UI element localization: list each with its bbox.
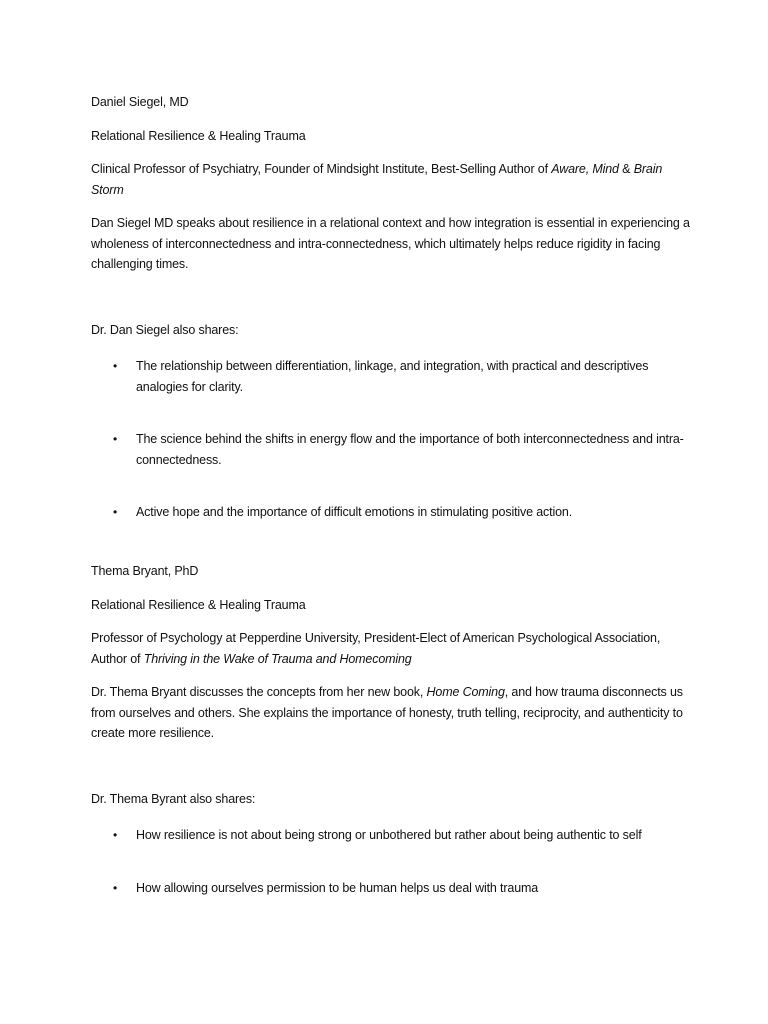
bullet-icon: • xyxy=(113,432,118,446)
bullet-icon: • xyxy=(113,359,118,373)
talk-topic: Relational Resilience & Healing Trauma xyxy=(91,128,306,143)
speaker-name: Thema Bryant, PhD xyxy=(91,564,199,578)
talk-topic: Relational Resilience & Healing Trauma xyxy=(91,597,306,612)
credentials-text: Professor of Psychology at Pepperdine University, President-Elect of American Psychological Association, Author of xyxy=(91,631,661,666)
bullet-icon: • xyxy=(113,880,118,895)
also-shares-heading: Dr. Dan Siegel also shares: xyxy=(91,322,239,337)
speaker-credentials xyxy=(91,628,691,669)
shares-list xyxy=(91,356,691,523)
list-item-text: How allowing ourselves permission to be human helps us deal with trauma xyxy=(136,880,539,895)
speaker-credentials xyxy=(91,159,691,200)
list-item-text: The relationship between differentiation, linkage, and integration, with practical and descriptives analogies for clarity. xyxy=(136,359,649,394)
bullet-icon: • xyxy=(113,505,118,519)
list-item-text: The science behind the shifts in energy flow and the importance of both interconnectedness and intra-connectedness. xyxy=(136,432,684,467)
list-item xyxy=(91,356,692,397)
list-item-text: Active hope and the importance of difficult emotions in stimulating positive action. xyxy=(136,505,573,519)
speaker-section-siegel xyxy=(91,92,691,555)
speaker-name: Daniel Siegel, MD xyxy=(91,95,189,109)
bullet-icon: • xyxy=(113,828,118,842)
shares-list xyxy=(91,825,691,898)
credentials-text: Clinical Professor of Psychiatry, Founder of Mindsight Institute, Best-Selling Author of xyxy=(91,162,552,176)
talk-description xyxy=(91,682,691,744)
also-shares-heading: Dr. Thema Byrant also shares: xyxy=(91,791,256,806)
list-item-text: How resilience is not about being strong or unbothered but rather about being authentic to self xyxy=(136,828,642,842)
book-title: Aware, Mind xyxy=(551,162,619,176)
list-item xyxy=(91,825,692,846)
list-item xyxy=(91,429,692,470)
credentials-connector: & xyxy=(618,162,634,176)
list-item xyxy=(91,502,692,523)
description-text: , and how trauma disconnects us from ourselves and others. She explains the importance of honesty, truth telling, reciprocity, and authenticity to create more resilience. xyxy=(91,685,683,740)
book-title: Home Coming xyxy=(426,685,505,699)
talk-description: Dan Siegel MD speaks about resilience in a relational context and how integration is essential in experiencing a wholeness of interconnectedness and intra-connectedness, which ultimately helps reduce rigidity in facing challenging times. xyxy=(91,216,690,271)
speaker-section-bryant xyxy=(91,561,691,930)
book-title: Brain Storm xyxy=(91,162,663,197)
list-item xyxy=(91,878,692,899)
book-title: Thriving in the Wake of Trauma and Homecoming xyxy=(143,651,412,666)
description-text: Dr. Thema Bryant discusses the concepts from her new book, xyxy=(91,685,427,699)
